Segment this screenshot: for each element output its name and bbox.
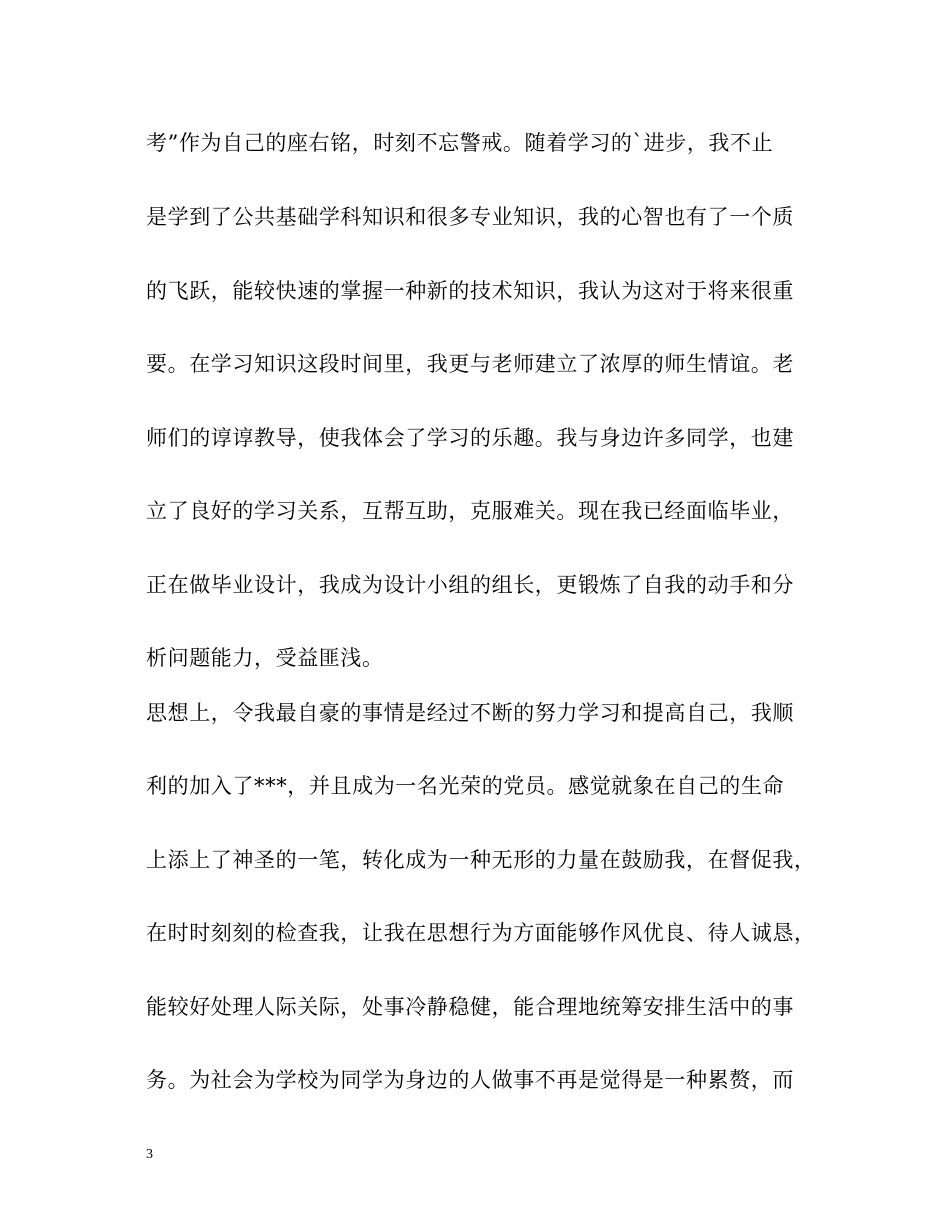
text-line: 立了良好的学习关系，互帮互助，克服难关。现在我已经面临毕业， bbox=[146, 499, 794, 523]
text-line: 正在做毕业设计，我成为设计小组的组长，更锻炼了自我的动手和分 bbox=[146, 573, 794, 597]
text-line: 利的加入了***，并且成为一名光荣的党员。感觉就象在自己的生命 bbox=[146, 774, 785, 798]
text-line: 要。在学习知识这段时间里，我更与老师建立了浓厚的师生情谊。老 bbox=[146, 352, 794, 376]
text-line: 师们的谆谆教导，使我体会了学习的乐趣。我与身边许多同学，也建 bbox=[146, 426, 794, 450]
text-line: 考”作为自己的座右铭，时刻不忘警戒。随着学习的`进步，我不止 bbox=[146, 131, 774, 155]
page-number: 3 bbox=[146, 1147, 153, 1162]
text-line: 在时时刻刻的检查我，让我在思想行为方面能够作风优良、待人诚恳， bbox=[146, 921, 816, 945]
text-line: 思想上，令我最自豪的事情是经过不断的努力学习和提高自己，我顺 bbox=[146, 701, 794, 725]
text-line: 上添上了神圣的一笔，转化成为一种无形的力量在鼓励我，在督促我， bbox=[146, 848, 816, 872]
text-line: 务。为社会为学校为同学为身边的人做事不再是觉得是一种累赘，而 bbox=[146, 1068, 794, 1092]
text-line: 是学到了公共基础学科知识和很多专业知识，我的心智也有了一个质 bbox=[146, 205, 794, 229]
text-line: 能较好处理人际关际，处事冷静稳健，能合理地统筹安排生活中的事 bbox=[146, 995, 794, 1019]
text-line: 的飞跃，能较快速的掌握一种新的技术知识，我认为这对于将来很重 bbox=[146, 279, 794, 303]
text-line: 析问题能力，受益匪浅。 bbox=[146, 646, 384, 670]
